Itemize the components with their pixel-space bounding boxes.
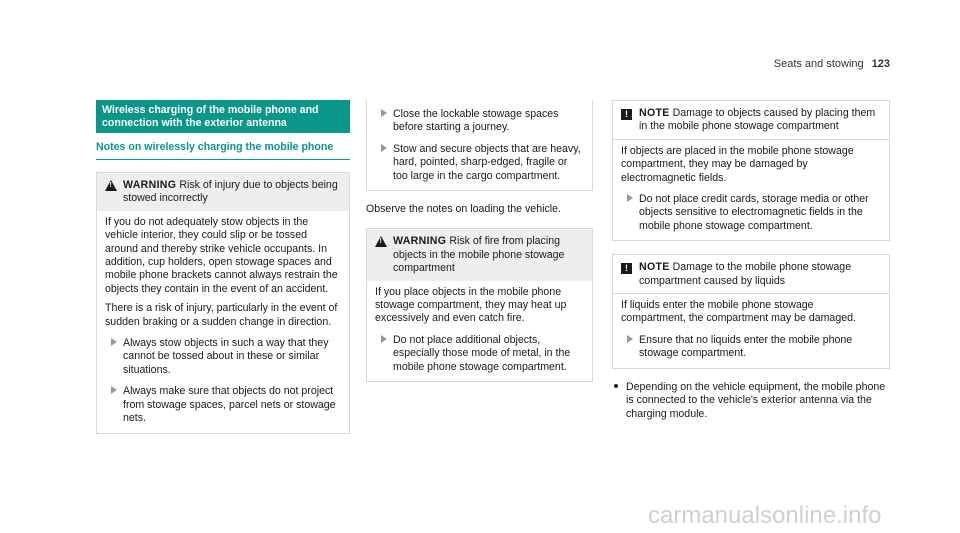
warning-body xyxy=(97,211,349,433)
subsection-title: Notes on wirelessly charging the mobile phone xyxy=(96,133,350,160)
warning-label: WARNING xyxy=(123,179,177,191)
column-2 xyxy=(366,100,593,382)
step-arrow-icon xyxy=(105,385,123,425)
bullet-dot-icon xyxy=(612,381,626,421)
instruction-step xyxy=(375,143,584,183)
step-arrow-icon xyxy=(375,143,393,183)
page-header xyxy=(774,58,890,71)
note-box-objects xyxy=(612,100,890,241)
step-arrow-icon xyxy=(375,108,393,135)
warning-header xyxy=(97,173,349,211)
note-heading: Damage to the mobile phone stowage compartment caused by liquids xyxy=(639,261,852,287)
section-title: Wireless charging of the mobile phone and connection with the exterior antenna xyxy=(96,100,350,133)
step-text: Ensure that no liquids enter the mobile phone stowage compartment. xyxy=(639,333,853,360)
note-label: NOTE xyxy=(639,107,670,119)
step-text: Always make sure that objects do not project from stowage spaces, parcel nets or stowage nets. xyxy=(123,385,336,425)
note-box-liquids xyxy=(612,254,890,368)
instruction-step xyxy=(105,337,341,377)
step-arrow-icon xyxy=(621,334,639,361)
warning-triangle-icon xyxy=(375,236,387,247)
column-1 xyxy=(96,100,350,434)
note-exclamation-icon: ! xyxy=(621,109,632,120)
header-section-title: Seats and stowing xyxy=(773,58,864,70)
warning-body xyxy=(367,281,592,381)
warning-heading: Risk of fire from placing objects in the mobile phone stowage compartment xyxy=(393,235,565,275)
instruction-step xyxy=(375,334,584,374)
note-paragraph: If objects are placed in the mobile phone stowage compartment, they may be damaged by electromagnetic fields. xyxy=(621,144,854,184)
note-body xyxy=(613,139,889,240)
warning-paragraph: If you place objects in the mobile phone stowage compartment, they may heat up excessively and even catch fire. xyxy=(375,285,567,325)
step-arrow-icon xyxy=(375,334,393,374)
continued-steps xyxy=(367,100,592,190)
column-3 xyxy=(612,100,890,421)
watermark: carmanualsonline.info xyxy=(648,502,882,529)
warning-header xyxy=(367,229,592,280)
warning-paragraph: There is a risk of injury, particularly in the event of sudden braking or a sudden change in direction. xyxy=(105,302,338,328)
instruction-step xyxy=(105,385,341,425)
step-arrow-icon xyxy=(621,193,639,233)
observe-note: Observe the notes on loading the vehicle. xyxy=(366,203,561,216)
step-arrow-icon xyxy=(105,337,123,377)
step-text: Do not place additional objects, especially those mode of metal, in the mobile phone stowage compartment. xyxy=(393,333,571,373)
note-label: NOTE xyxy=(639,261,670,274)
warning-box-continued xyxy=(366,100,593,191)
note-header xyxy=(613,255,889,293)
step-text: Stow and secure objects that are heavy, hard, pointed, sharp-edged, fragile or too large in the cargo compartment. xyxy=(393,142,581,182)
warning-heading: Risk of injury due to objects being stowed incorrectly xyxy=(123,179,338,205)
instruction-step xyxy=(621,193,881,233)
step-text: Do not place credit cards, storage media or other objects sensitive to electromagnetic fields in the mobile phone stowage compartment. xyxy=(639,193,869,232)
page-number: 123 xyxy=(871,58,890,70)
warning-paragraph: If you do not adequately stow objects in the vehicle interior, they could slip or be tossed around and thereby strike vehicle occupants. In addition, cup holders, open stowage spaces and mobile phone brackets cannot always restrain the objects they contain in the event of an accident. xyxy=(105,215,338,295)
bullet-text: Depending on the vehicle equipment, the mobile phone is connected to the vehicle's exterior antenna via the charging module. xyxy=(626,380,886,420)
warning-label: WARNING xyxy=(393,235,447,248)
note-exclamation-icon: ! xyxy=(621,263,632,274)
note-heading: Damage to objects caused by placing them in the mobile phone stowage compartment xyxy=(639,107,876,133)
instruction-step xyxy=(621,334,881,361)
warning-box-injury xyxy=(96,172,350,434)
bullet-item xyxy=(612,381,890,421)
warning-triangle-icon xyxy=(105,180,117,191)
note-paragraph: If liquids enter the mobile phone stowage compartment, the compartment may be damaged. xyxy=(621,299,856,325)
note-header xyxy=(613,101,889,139)
instruction-step xyxy=(375,108,584,135)
step-text: Close the lockable stowage spaces before starting a journey. xyxy=(393,108,559,134)
step-text: Always stow objects in such a way that they cannot be tossed about in these or similar situations. xyxy=(123,337,329,376)
warning-box-fire xyxy=(366,228,593,382)
note-body xyxy=(613,293,889,368)
